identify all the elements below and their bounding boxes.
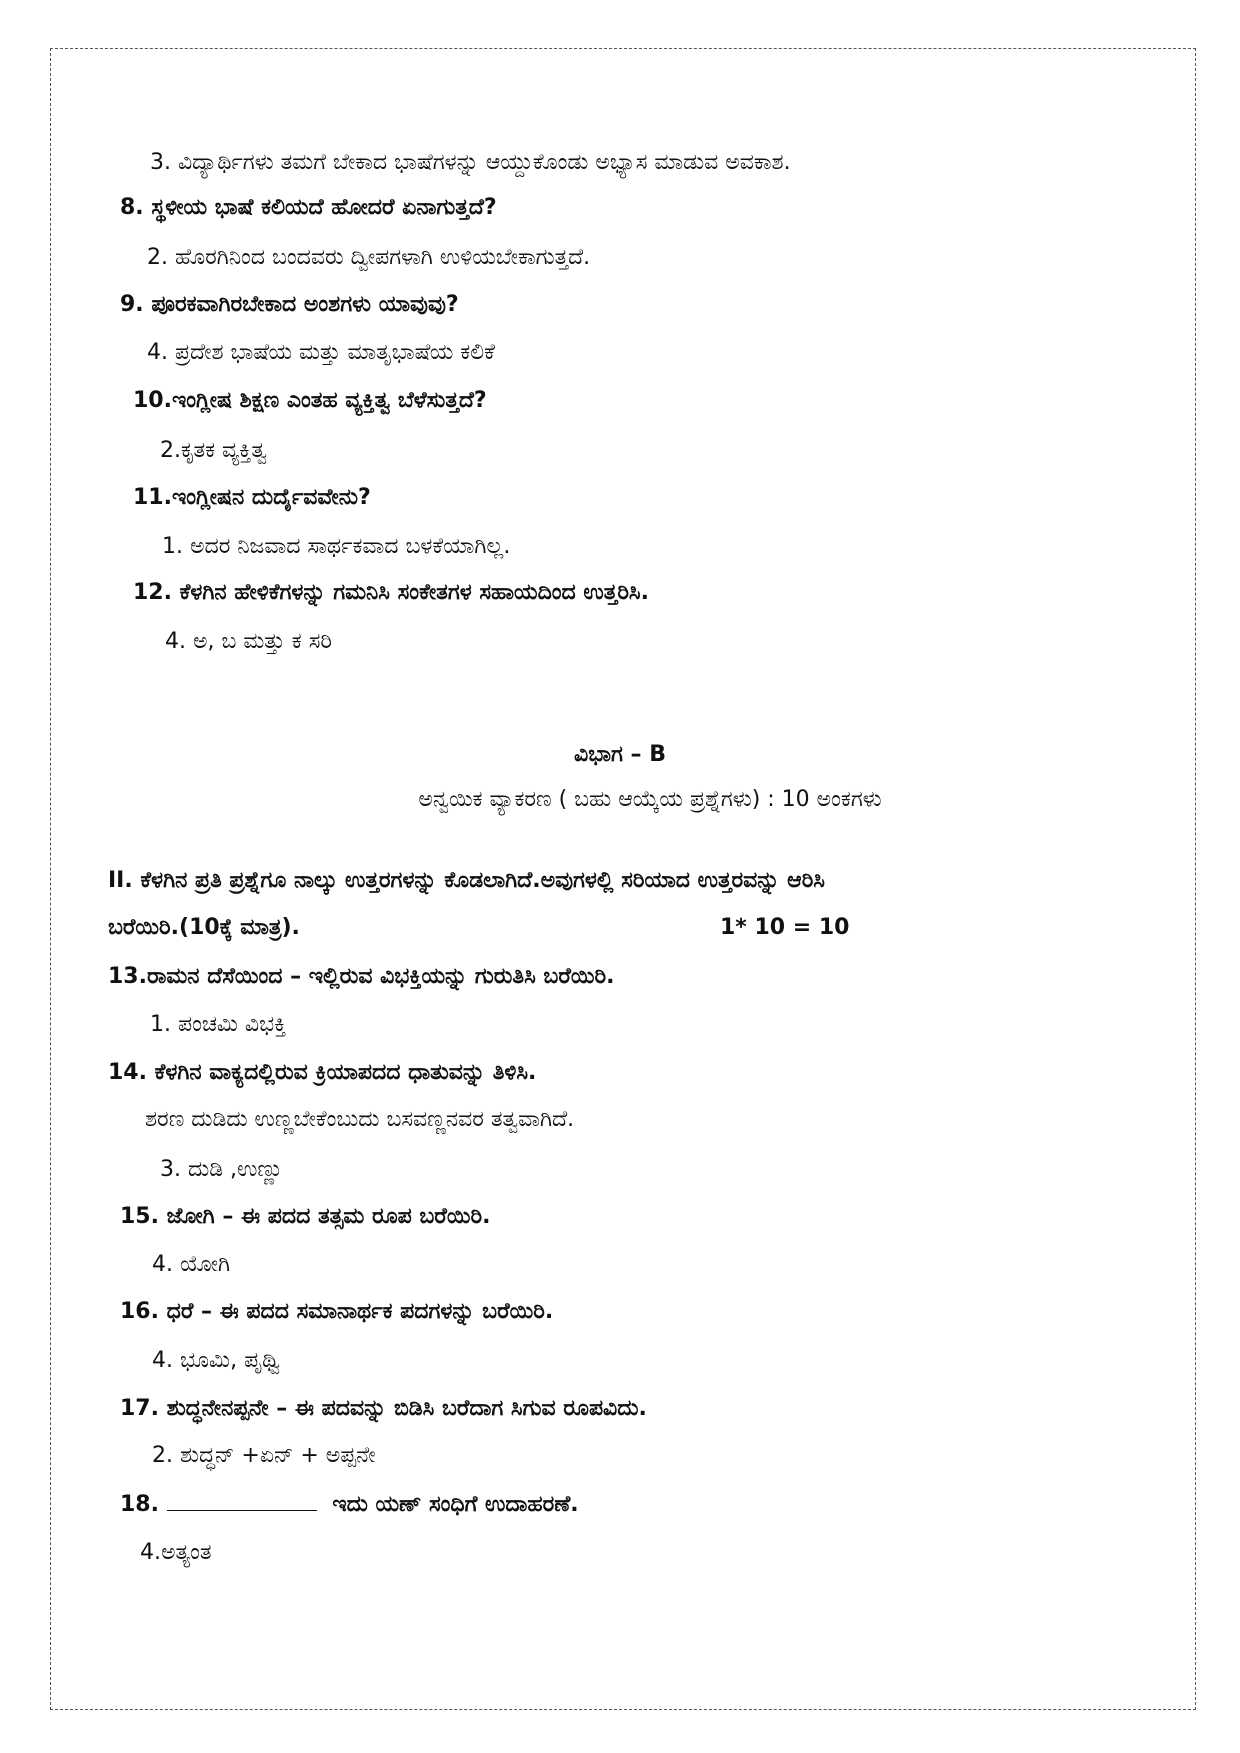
- question-17: 17. ಶುದ್ಧನೇನಪ್ಪನೇ – ಈ ಪದವನ್ನು ಬಿಡಿಸಿ ಬರೆದಾಗ ಸಿಗುವ ರೂಪವಿದು.: [120, 1396, 647, 1421]
- question-18-text: ಇದು ಯಣ್ ಸಂಧಿಗೆ ಉದಾಹರಣೆ.: [332, 1492, 579, 1517]
- question-13: 13.ರಾಮನ ದೆಸೆಯಿಂದ – ಇಲ್ಲಿರುವ ವಿಭಕ್ತಿಯನ್ನು ಗುರುತಿಸಿ ಬರೆಯಿರಿ.: [108, 964, 615, 989]
- answer-16: 4. ಭೂಮಿ, ಪೃಥ್ವಿ: [152, 1348, 281, 1373]
- answer-14: 3. ದುಡಿ ,ಉಣ್ಣು: [160, 1157, 284, 1182]
- answer-12: 4. ಅ, ಬ ಮತ್ತು ಕ ಸರಿ: [165, 629, 332, 654]
- answer-17: 2. ಶುದ್ಧನ್ +ಏನ್ + ಅಪ್ಪನೇ: [152, 1443, 376, 1468]
- instruction-line-1: II. ಕೆಳಗಿನ ಪ್ರತಿ ಪ್ರಶ್ನೆಗೂ ನಾಲ್ಕು ಉತ್ತರಗಳನ್ನು ಕೊಡಲಾಗಿದೆ.ಅವುಗಳಲ್ಲಿ ಸರಿಯಾದ ಉತ್ತರವನ್ನು ಆರಿಸಿ: [108, 868, 825, 893]
- question-9: 9. ಪೂರಕವಾಗಿರಬೇಕಾದ ಅಂಶಗಳು ಯಾವುವು?: [120, 292, 459, 317]
- fill-in-blank: [167, 1490, 317, 1511]
- question-8: 8. ಸ್ಥಳೀಯ ಭಾಷೆ ಕಲಿಯದೆ ಹೋದರೆ ಏನಾಗುತ್ತದೆ?: [120, 195, 497, 220]
- question-11: 11.ಇಂಗ್ಲೀಷನ ದುರ್ದೈವವೇನು?: [133, 485, 371, 510]
- question-18-number: 18.: [120, 1492, 159, 1517]
- answer-8: 2. ಹೊರಗಿನಿಂದ ಬಂದವರು ದ್ವೀಪಗಳಾಗಿ ಉಳಿಯಬೇಕಾಗುತ್ತದೆ.: [147, 245, 591, 270]
- answer-9: 4. ಪ್ರದೇಶ ಭಾಷೆಯ ಮತ್ತು ಮಾತೃಭಾಷೆಯ ಕಲಿಕೆ: [147, 340, 495, 365]
- marks-formula: 1* 10 = 10: [720, 915, 850, 940]
- section-title: ವಿಭಾಗ – B: [574, 742, 666, 767]
- section-subtitle: ಅನ್ವಯಿಕ ವ್ಯಾಕರಣ ( ಬಹು ಆಯ್ಕೆಯ ಪ್ರಶ್ನೆಗಳು) : 10 ಅಂಕಗಳು: [418, 787, 882, 812]
- question-12: 12. ಕೆಳಗಿನ ಹೇಳಿಕೆಗಳನ್ನು ಗಮನಿಸಿ ಸಂಕೇತಗಳ ಸಹಾಯದಿಂದ ಉತ್ತರಿಸಿ.: [133, 580, 649, 605]
- question-14: 14. ಕೆಳಗಿನ ವಾಕ್ಯದಲ್ಲಿರುವ ಕ್ರಿಯಾಪದದ ಧಾತುವನ್ನು ತಿಳಿಸಿ.: [108, 1060, 537, 1085]
- answer-15: 4. ಯೋಗಿ: [152, 1252, 231, 1277]
- question-15: 15. ಜೋಗಿ – ಈ ಪದದ ತತ್ಸಮ ರೂಪ ಬರೆಯಿರಿ.: [120, 1204, 491, 1229]
- answer-11: 1. ಅದರ ನಿಜವಾದ ಸಾರ್ಥಕವಾದ ಬಳಕೆಯಾಗಿಲ್ಲ.: [162, 534, 511, 559]
- question-14-sentence: ಶರಣ ದುಡಿದು ಉಣ್ಣಬೇಕೆಂಬುದು ಬಸವಣ್ಣನವರ ತತ್ವವಾಗಿದೆ.: [145, 1107, 575, 1132]
- answer-18: 4.ಅತ್ಯಂತ: [140, 1540, 212, 1565]
- question-18: [120, 1490, 579, 1520]
- answer-q7: 3. ವಿದ್ಯಾರ್ಥಿಗಳು ತಮಗೆ ಬೇಕಾದ ಭಾಷೆಗಳನ್ನು ಆಯ್ದುಕೊಂಡು ಅಭ್ಯಾಸ ಮಾಡುವ ಅವಕಾಶ.: [150, 150, 791, 175]
- instruction-line-2: ಬರೆಯಿರಿ.(10ಕ್ಕೆ ಮಾತ್ರ).: [108, 915, 300, 940]
- answer-13: 1. ಪಂಚಮಿ ವಿಭಕ್ತಿ: [150, 1012, 287, 1037]
- question-16: 16. ಧರೆ – ಈ ಪದದ ಸಮಾನಾರ್ಥಕ ಪದಗಳನ್ನು ಬರೆಯಿರಿ.: [120, 1299, 554, 1324]
- answer-10: 2.ಕೃತಕ ವ್ಯಕ್ತಿತ್ವ: [160, 438, 267, 463]
- question-10: 10.ಇಂಗ್ಲೀಷ ಶಿಕ್ಷಣ ಎಂತಹ ವ್ಯಕ್ತಿತ್ವ ಬೆಳೆಸುತ್ತದೆ?: [133, 388, 487, 413]
